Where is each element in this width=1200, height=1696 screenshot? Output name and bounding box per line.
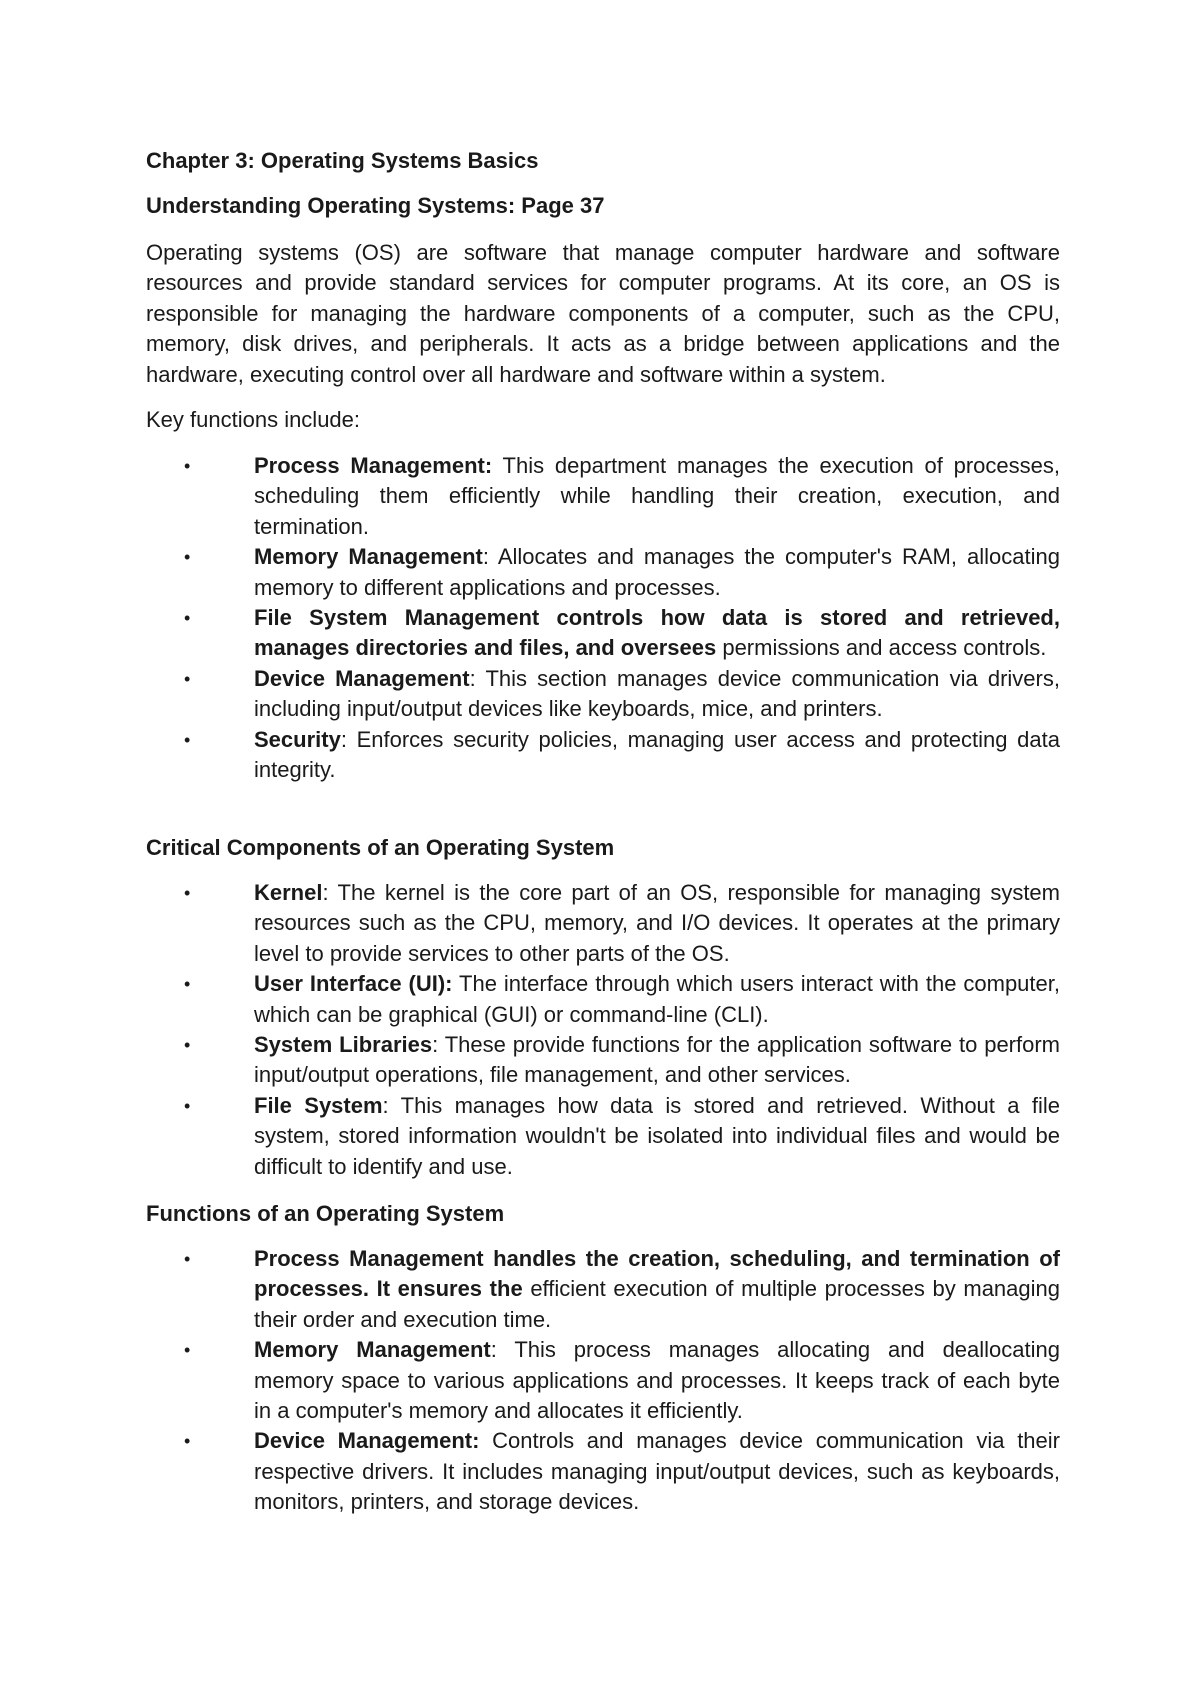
list-item — [146, 542, 1060, 603]
list-item — [146, 1244, 1060, 1335]
section-title: Understanding Operating Systems: Page 37 — [146, 193, 605, 218]
list-item — [146, 969, 1060, 1030]
components-title: Critical Components of an Operating System — [146, 835, 615, 860]
bullet-icon: • — [184, 1035, 191, 1056]
key-functions-label: Key functions include: — [146, 407, 361, 432]
bullet-icon: • — [184, 668, 191, 689]
bullet-icon: • — [184, 1340, 191, 1361]
item-text: : This process manages allocating and deallocating memory space to various applications and processes. It keeps track of each byte in a computer's memory and allocates it efficiently. — [254, 1337, 1060, 1424]
list-item — [146, 1426, 1060, 1517]
bullet-icon: • — [184, 974, 191, 995]
item-lead: Device Management: — [254, 1428, 480, 1454]
item-lead: User Interface (UI): — [254, 971, 453, 997]
bullet-icon: • — [184, 1431, 191, 1452]
item-text: permissions and access controls. — [716, 635, 1047, 661]
bullet-icon: • — [184, 883, 191, 903]
item-lead: Memory Management — [254, 544, 483, 570]
list-item — [146, 664, 1060, 725]
bullet-icon: • — [184, 1249, 191, 1269]
list-item — [146, 1335, 1060, 1426]
item-lead: Kernel — [254, 880, 323, 905]
item-text: efficient execution of multiple processes by managing their order and execution time. — [254, 1276, 1060, 1332]
bullet-icon: • — [184, 547, 191, 568]
list-item — [146, 878, 1060, 969]
item-lead: Memory Management — [254, 1337, 491, 1363]
chapter-title: Chapter 3: Operating Systems Basics — [146, 148, 539, 173]
components-list — [146, 878, 1060, 1182]
list-item — [146, 725, 1060, 786]
item-text: : This manages how data is stored and retrieved. Without a file system, stored information wouldn't be isolated into individual files and would be difficult to identify and use. — [254, 1092, 1061, 1179]
item-lead: File System Management controls how data is stored and retrieved, manages directories and files, and oversees — [254, 605, 1060, 661]
item-text: : These provide functions for the application software to perform input/output operations, file management, and other services. — [254, 1032, 1061, 1088]
functions-title: Functions of an Operating System — [146, 1201, 505, 1226]
item-text: : Allocates and manages the computer's RAM, allocating memory to different applications and processes. — [254, 544, 1060, 600]
item-text: : Enforces security policies, managing user access and protecting data integrity. — [254, 726, 1060, 783]
bullet-icon: • — [184, 729, 191, 750]
item-text: : This section manages device communication via drivers, including input/output devices like keyboards, mice, and printers. — [254, 665, 1060, 722]
list-item — [146, 1091, 1060, 1182]
bullet-icon: • — [184, 608, 191, 629]
key-functions-list — [146, 451, 1060, 785]
functions-list — [146, 1244, 1060, 1518]
item-text: Controls and manages device communication via their respective drivers. It includes managing input/output devices, such as keyboards, monitors, printers, and storage devices. — [254, 1428, 1060, 1515]
item-lead: File System — [254, 1092, 383, 1118]
list-item — [146, 603, 1060, 664]
item-lead: Device Management — [254, 665, 470, 691]
bullet-icon: • — [184, 456, 191, 476]
item-text: This department manages the execution of processes, scheduling them efficiently while handling their creation, execution, and termination. — [254, 453, 1060, 539]
bullet-icon: • — [184, 1095, 191, 1116]
list-item — [146, 451, 1060, 542]
item-text: : The kernel is the core part of an OS, responsible for managing system resources such as the CPU, memory, and I/O devices. It operates at the primary level to provide services to other parts of the OS. — [254, 880, 1060, 966]
item-text: The interface through which users interact with the computer, which can be graphical (GUI) or command-line (CLI). — [254, 971, 1060, 1027]
list-item — [146, 1030, 1060, 1091]
item-lead: Process Management: — [254, 453, 493, 478]
item-lead: Security — [254, 726, 341, 752]
intro-paragraph: Operating systems (OS) are software that manage computer hardware and software resources and provide standard services for computer programs. At its core, an OS is responsible for managing the hardware components of a computer, such as the CPU, memory, disk drives, and peripherals. It acts as a bridge between applications and the hardware, executing control over all hardware and software within a system. — [146, 240, 1060, 387]
item-lead: Process Management handles the creation, scheduling, and termination of processes. It ensures the — [254, 1246, 1060, 1302]
item-lead: System Libraries — [254, 1032, 433, 1058]
